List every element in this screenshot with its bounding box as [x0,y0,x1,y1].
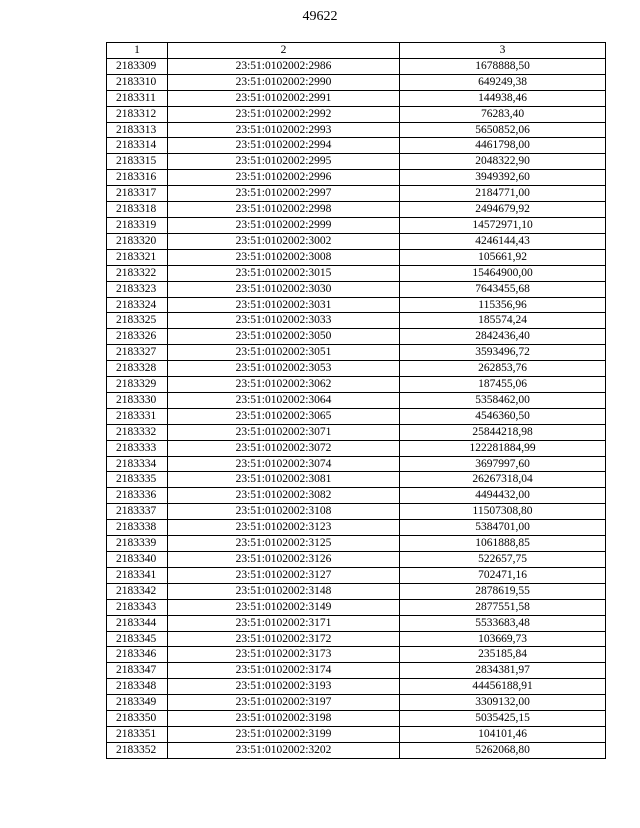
value-cell: 4546360,50 [400,408,606,424]
value-cell: 15464900,00 [400,265,606,281]
value-cell: 2184771,00 [400,186,606,202]
table-row [107,488,606,504]
table-row [107,202,606,218]
table-row [107,631,606,647]
value-cell: 185574,24 [400,313,606,329]
table-row [107,424,606,440]
cadastral-number-cell: 23:51:0102002:2990 [168,74,400,90]
row-number-cell: 2183310 [107,74,168,90]
table-row [107,186,606,202]
table-row [107,472,606,488]
cadastral-number-cell: 23:51:0102002:3197 [168,695,400,711]
value-cell: 522657,75 [400,552,606,568]
row-number-cell: 2183316 [107,170,168,186]
row-number-cell: 2183341 [107,567,168,583]
row-number-cell: 2183331 [107,408,168,424]
row-number-cell: 2183320 [107,233,168,249]
value-cell: 3593496,72 [400,345,606,361]
value-cell: 104101,46 [400,726,606,742]
row-number-cell: 2183350 [107,711,168,727]
row-number-cell: 2183347 [107,663,168,679]
cadastral-number-cell: 23:51:0102002:3002 [168,233,400,249]
table-row [107,154,606,170]
value-cell: 2877551,58 [400,599,606,615]
cadastral-number-cell: 23:51:0102002:2999 [168,217,400,233]
table-row [107,408,606,424]
cadastral-number-cell: 23:51:0102002:3008 [168,249,400,265]
value-cell: 4494432,00 [400,488,606,504]
cadastral-number-cell: 23:51:0102002:3198 [168,711,400,727]
row-number-cell: 2183336 [107,488,168,504]
table-row [107,695,606,711]
value-cell: 2048322,90 [400,154,606,170]
row-number-cell: 2183315 [107,154,168,170]
cadastral-number-cell: 23:51:0102002:3173 [168,647,400,663]
table-row [107,599,606,615]
cadastral-number-cell: 23:51:0102002:3064 [168,392,400,408]
row-number-cell: 2183309 [107,58,168,74]
row-number-cell: 2183319 [107,217,168,233]
cadastral-number-cell: 23:51:0102002:2991 [168,90,400,106]
cadastral-number-cell: 23:51:0102002:3062 [168,377,400,393]
value-cell: 25844218,98 [400,424,606,440]
cadastral-number-cell: 23:51:0102002:3081 [168,472,400,488]
table-row [107,361,606,377]
cadastral-number-cell: 23:51:0102002:3126 [168,552,400,568]
row-number-cell: 2183314 [107,138,168,154]
value-cell: 105661,92 [400,249,606,265]
cadastral-number-cell: 23:51:0102002:3108 [168,504,400,520]
row-number-cell: 2183318 [107,202,168,218]
value-cell: 4461798,00 [400,138,606,154]
row-number-cell: 2183311 [107,90,168,106]
table-row [107,74,606,90]
cadastral-number-cell: 23:51:0102002:3033 [168,313,400,329]
row-number-cell: 2183323 [107,281,168,297]
table-row [107,377,606,393]
value-cell: 3309132,00 [400,695,606,711]
row-number-cell: 2183340 [107,552,168,568]
row-number-cell: 2183334 [107,456,168,472]
table-row [107,726,606,742]
table-row [107,663,606,679]
cadastral-number-cell: 23:51:0102002:3051 [168,345,400,361]
row-number-cell: 2183326 [107,329,168,345]
table-row [107,567,606,583]
table-row [107,583,606,599]
table-row [107,281,606,297]
table-row [107,170,606,186]
row-number-cell: 2183333 [107,440,168,456]
row-number-cell: 2183344 [107,615,168,631]
row-number-cell: 2183346 [107,647,168,663]
table-body [107,58,606,758]
cadastral-number-cell: 23:51:0102002:3199 [168,726,400,742]
row-number-cell: 2183313 [107,122,168,138]
cadastral-number-cell: 23:51:0102002:3031 [168,297,400,313]
table-row [107,647,606,663]
cadastral-number-cell: 23:51:0102002:3149 [168,599,400,615]
row-number-cell: 2183330 [107,392,168,408]
value-cell: 2834381,97 [400,663,606,679]
cadastral-number-cell: 23:51:0102002:2986 [168,58,400,74]
row-number-cell: 2183338 [107,520,168,536]
row-number-cell: 2183317 [107,186,168,202]
table-header [107,43,606,59]
cadastral-number-cell: 23:51:0102002:3172 [168,631,400,647]
cadastral-number-cell: 23:51:0102002:2994 [168,138,400,154]
cadastral-number-cell: 23:51:0102002:2998 [168,202,400,218]
value-cell: 5358462,00 [400,392,606,408]
value-cell: 76283,40 [400,106,606,122]
table-row [107,329,606,345]
value-cell: 44456188,91 [400,679,606,695]
cadastral-number-cell: 23:51:0102002:2992 [168,106,400,122]
table-row [107,90,606,106]
value-cell: 235185,84 [400,647,606,663]
table-row [107,265,606,281]
row-number-cell: 2183349 [107,695,168,711]
cadastral-number-cell: 23:51:0102002:3125 [168,536,400,552]
table-row [107,345,606,361]
table-row [107,742,606,758]
cadastral-number-cell: 23:51:0102002:3202 [168,742,400,758]
table-row [107,217,606,233]
value-cell: 5262068,80 [400,742,606,758]
table-row [107,456,606,472]
table-row [107,504,606,520]
value-cell: 7643455,68 [400,281,606,297]
table-row [107,58,606,74]
column-header-1: 1 [107,43,168,59]
table-row [107,536,606,552]
value-cell: 1678888,50 [400,58,606,74]
value-cell: 1061888,85 [400,536,606,552]
value-cell: 3949392,60 [400,170,606,186]
value-cell: 5384701,00 [400,520,606,536]
row-number-cell: 2183345 [107,631,168,647]
table-row [107,615,606,631]
row-number-cell: 2183325 [107,313,168,329]
value-cell: 2494679,92 [400,202,606,218]
cadastral-number-cell: 23:51:0102002:3030 [168,281,400,297]
cadastral-number-cell: 23:51:0102002:3072 [168,440,400,456]
table-row [107,249,606,265]
table-row [107,138,606,154]
page-number: 49622 [302,9,338,24]
row-number-cell: 2183324 [107,297,168,313]
value-cell: 26267318,04 [400,472,606,488]
row-number-cell: 2183337 [107,504,168,520]
cadastral-number-cell: 23:51:0102002:3193 [168,679,400,695]
row-number-cell: 2183335 [107,472,168,488]
table-row [107,711,606,727]
value-cell: 3697997,60 [400,456,606,472]
cadastral-number-cell: 23:51:0102002:3015 [168,265,400,281]
table-row [107,106,606,122]
cadastral-number-cell: 23:51:0102002:2993 [168,122,400,138]
value-cell: 2842436,40 [400,329,606,345]
table-row [107,313,606,329]
value-cell: 5533683,48 [400,615,606,631]
value-cell: 103669,73 [400,631,606,647]
table-row [107,520,606,536]
value-cell: 2878619,55 [400,583,606,599]
value-cell: 5650852,06 [400,122,606,138]
value-cell: 14572971,10 [400,217,606,233]
cadastral-number-cell: 23:51:0102002:3171 [168,615,400,631]
row-number-cell: 2183339 [107,536,168,552]
cadastral-number-cell: 23:51:0102002:3074 [168,456,400,472]
data-table [106,42,606,759]
value-cell: 122281884,99 [400,440,606,456]
cadastral-number-cell: 23:51:0102002:3065 [168,408,400,424]
table-row [107,122,606,138]
table-row [107,679,606,695]
table-row [107,297,606,313]
cadastral-number-cell: 23:51:0102002:3050 [168,329,400,345]
column-header-3: 3 [400,43,606,59]
row-number-cell: 2183342 [107,583,168,599]
row-number-cell: 2183343 [107,599,168,615]
cadastral-number-cell: 23:51:0102002:3148 [168,583,400,599]
cadastral-number-cell: 23:51:0102002:2997 [168,186,400,202]
value-cell: 262853,76 [400,361,606,377]
table-row [107,233,606,249]
table-row [107,392,606,408]
value-cell: 702471,16 [400,567,606,583]
value-cell: 11507308,80 [400,504,606,520]
row-number-cell: 2183328 [107,361,168,377]
row-number-cell: 2183332 [107,424,168,440]
cadastral-number-cell: 23:51:0102002:2996 [168,170,400,186]
value-cell: 144938,46 [400,90,606,106]
value-cell: 115356,96 [400,297,606,313]
cadastral-number-cell: 23:51:0102002:2995 [168,154,400,170]
cadastral-number-cell: 23:51:0102002:3127 [168,567,400,583]
value-cell: 5035425,15 [400,711,606,727]
row-number-cell: 2183322 [107,265,168,281]
cadastral-number-cell: 23:51:0102002:3082 [168,488,400,504]
value-cell: 187455,06 [400,377,606,393]
value-cell: 4246144,43 [400,233,606,249]
table-row [107,552,606,568]
row-number-cell: 2183321 [107,249,168,265]
cadastral-number-cell: 23:51:0102002:3123 [168,520,400,536]
row-number-cell: 2183327 [107,345,168,361]
cadastral-number-cell: 23:51:0102002:3053 [168,361,400,377]
cadastral-number-cell: 23:51:0102002:3174 [168,663,400,679]
row-number-cell: 2183329 [107,377,168,393]
row-number-cell: 2183351 [107,726,168,742]
column-header-2: 2 [168,43,400,59]
header-row [107,43,606,59]
row-number-cell: 2183312 [107,106,168,122]
cadastral-number-cell: 23:51:0102002:3071 [168,424,400,440]
value-cell: 649249,38 [400,74,606,90]
row-number-cell: 2183352 [107,742,168,758]
row-number-cell: 2183348 [107,679,168,695]
table-row [107,440,606,456]
